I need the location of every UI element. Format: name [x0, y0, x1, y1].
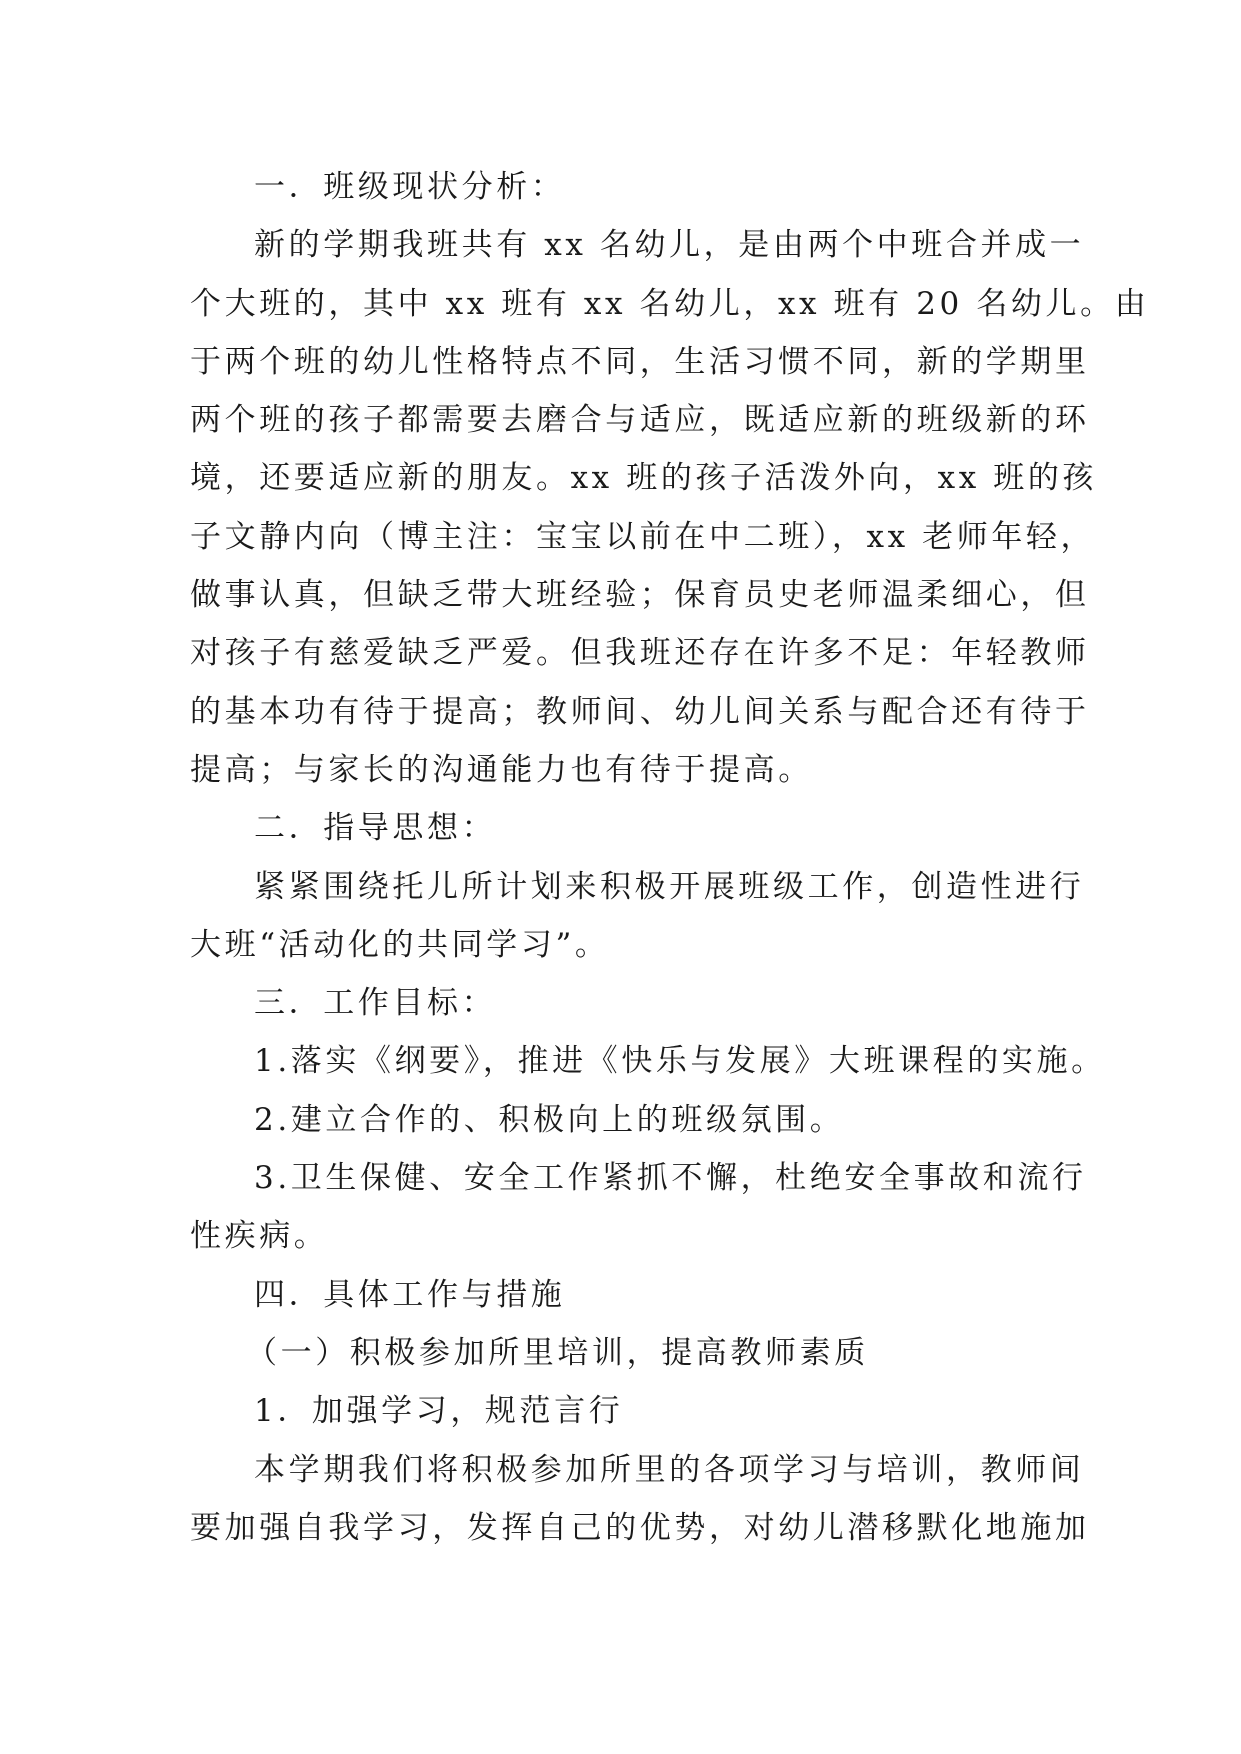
paragraph-line: 个大班的，其中 xx 班有 xx 名幼儿，xx 班有 20 名幼儿。由: [190, 285, 1150, 322]
section-heading-4: 四．具体工作与措施: [254, 1276, 566, 1313]
subsection-item-heading: 1．加强学习，规范言行: [254, 1393, 624, 1430]
document-body: [190, 158, 1150, 1557]
subsection-heading: （一）积极参加所里培训，提高教师素质: [246, 1334, 869, 1371]
section-heading-3: 三．工作目标：: [254, 985, 497, 1022]
paragraph-line: 对孩子有慈爱缺乏严爱。但我班还存在许多不足：年轻教师: [190, 635, 1090, 672]
goal-item-3: 3.卫生保健、安全工作紧抓不懈，杜绝安全事故和流行: [254, 1160, 1087, 1197]
goal-item-1: 1.落实《纲要》，推进《快乐与发展》大班课程的实施。: [254, 1043, 1106, 1080]
paragraph-line: 紧紧围绕托儿所计划来积极开展班级工作，创造性进行: [254, 868, 1085, 905]
paragraph-line: 两个班的孩子都需要去磨合与适应，既适应新的班级新的环: [190, 402, 1090, 439]
paragraph-line: 本学期我们将积极参加所里的各项学习与培训，教师间: [254, 1451, 1085, 1488]
paragraph-line: 做事认真，但缺乏带大班经验；保育员史老师温柔细心，但: [190, 577, 1090, 614]
section-heading-1: 一．班级现状分析：: [254, 169, 566, 205]
paragraph-line: 境，还要适应新的朋友。xx 班的孩子活泼外向，xx 班的孩: [190, 460, 1098, 497]
paragraph-line: 性疾病。: [190, 1218, 329, 1255]
section-heading-2: 二．指导思想：: [254, 810, 497, 847]
goal-item-2: 2.建立合作的、积极向上的班级氛围。: [254, 1101, 845, 1138]
paragraph-line: 子文静内向（博主注：宝宝以前在中二班），xx 老师年轻，: [190, 518, 1096, 555]
paragraph-line: 新的学期我班共有 xx 名幼儿，是由两个中班合并成一: [254, 227, 1085, 264]
paragraph-line: 大班“活动化的共同学习”。: [190, 926, 610, 963]
paragraph-line: 于两个班的幼儿性格特点不同，生活习惯不同，新的学期里: [190, 343, 1090, 380]
paragraph-line: 提高；与家长的沟通能力也有待于提高。: [190, 751, 813, 788]
paragraph-line: 要加强自我学习，发挥自己的优势，对幼儿潜移默化地施加: [190, 1509, 1090, 1546]
paragraph-line: 的基本功有待于提高；教师间、幼儿间关系与配合还有待于: [190, 693, 1090, 730]
